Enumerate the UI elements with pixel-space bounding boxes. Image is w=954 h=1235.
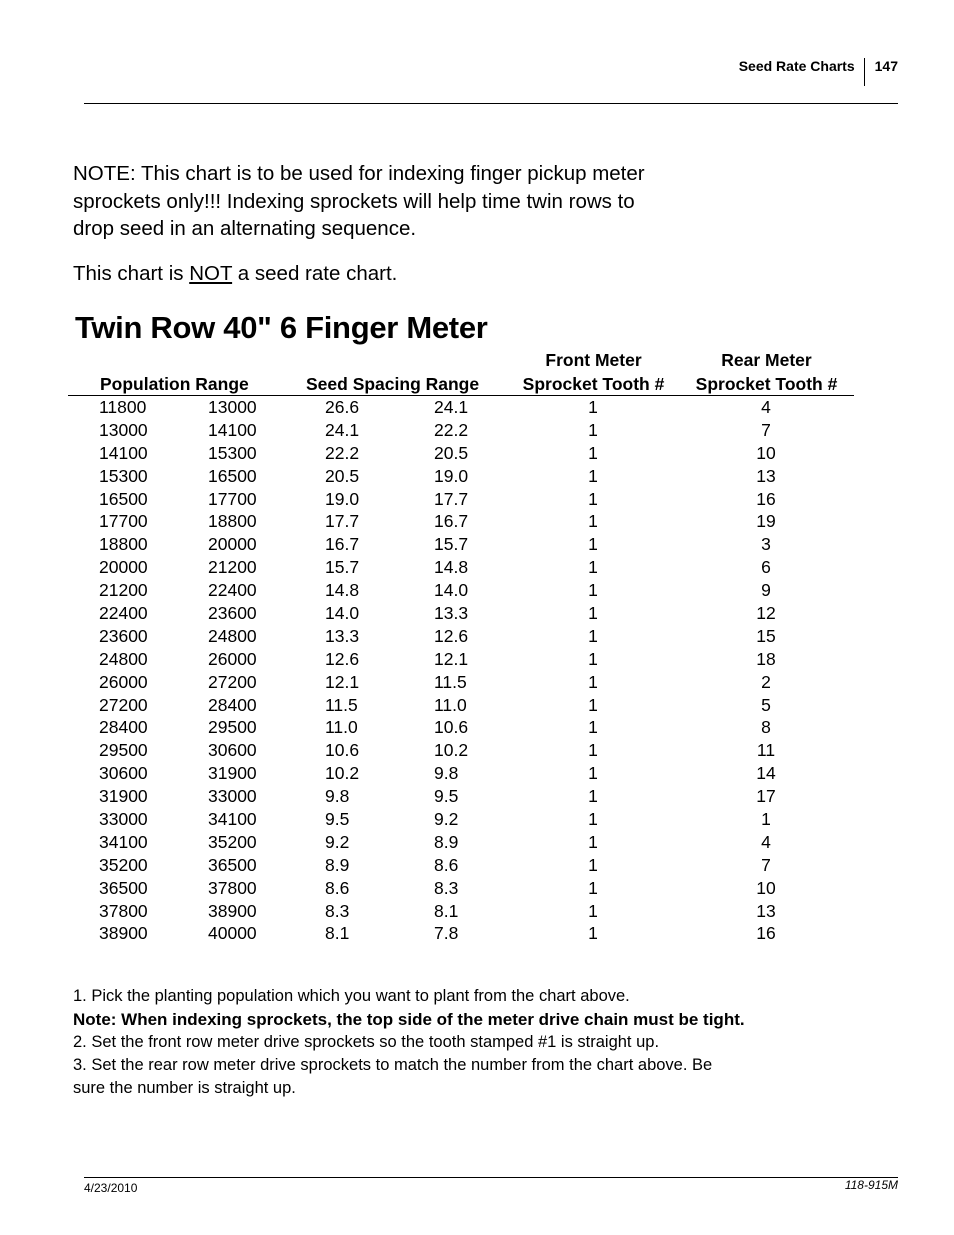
- cell-spacing-from: 11.5: [325, 694, 358, 715]
- cell-spacing-from: 15.7: [325, 557, 360, 578]
- cell-spacing-from: 16.7: [325, 534, 360, 555]
- cell-rear-tooth: 5: [761, 694, 771, 715]
- not-seed-rate-chart-note: [73, 262, 397, 286]
- cell-population-to: 35200: [208, 831, 257, 852]
- cell-population-from: 35200: [99, 854, 148, 875]
- table-row: [0, 466, 954, 489]
- cell-rear-tooth: 1: [761, 809, 771, 830]
- header-seed-spacing-range: Seed Spacing Range: [306, 374, 480, 394]
- cell-spacing-to: 10.6: [434, 717, 469, 738]
- cell-population-to: 27200: [208, 671, 257, 692]
- cell-population-from: 22400: [99, 603, 148, 624]
- cell-spacing-to: 12.1: [434, 648, 469, 669]
- cell-spacing-from: 8.3: [325, 900, 350, 921]
- cell-rear-tooth: 7: [761, 854, 771, 875]
- cell-rear-tooth: 9: [761, 580, 771, 601]
- cell-population-to: 21200: [208, 557, 257, 578]
- cell-spacing-to: 7.8: [434, 923, 459, 944]
- cell-rear-tooth: 18: [756, 648, 776, 669]
- cell-population-from: 26000: [99, 671, 148, 692]
- chart-title: Twin Row 40" 6 Finger Meter: [75, 310, 488, 345]
- cell-population-from: 15300: [99, 465, 148, 486]
- table-row: [0, 580, 954, 603]
- cell-population-to: 22400: [208, 580, 257, 601]
- not-chart-emphasis: NOT: [189, 262, 233, 285]
- instruction-note: Note: When indexing sprockets, the top side of the meter drive chain must be tight.: [73, 1010, 745, 1029]
- footer-rule: [84, 1177, 898, 1178]
- table-row: [0, 672, 954, 695]
- table-row: [0, 443, 954, 466]
- note-line-3: drop seed in an alternating sequence.: [73, 217, 417, 240]
- cell-rear-tooth: 10: [756, 442, 776, 463]
- cell-front-tooth: 1: [588, 557, 598, 578]
- cell-spacing-from: 17.7: [325, 511, 360, 532]
- cell-front-tooth: 1: [588, 625, 598, 646]
- cell-population-to: 29500: [208, 717, 257, 738]
- cell-population-from: 33000: [99, 809, 148, 830]
- cell-population-to: 16500: [208, 465, 257, 486]
- cell-front-tooth: 1: [588, 740, 598, 761]
- cell-spacing-to: 8.1: [434, 900, 459, 921]
- cell-rear-tooth: 4: [761, 831, 771, 852]
- cell-spacing-from: 11.0: [325, 717, 358, 738]
- cell-spacing-to: 14.0: [434, 580, 469, 601]
- cell-front-tooth: 1: [588, 534, 598, 555]
- table-row: [0, 626, 954, 649]
- cell-spacing-to: 8.3: [434, 877, 459, 898]
- cell-population-from: 21200: [99, 580, 148, 601]
- cell-spacing-to: 13.3: [434, 603, 469, 624]
- header-section-title: Seed Rate Charts: [738, 58, 855, 74]
- table-row: [0, 420, 954, 443]
- cell-population-from: 17700: [99, 511, 148, 532]
- cell-front-tooth: 1: [588, 877, 598, 898]
- cell-population-to: 23600: [208, 603, 257, 624]
- page-header: [739, 52, 898, 80]
- cell-spacing-to: 8.6: [434, 854, 459, 875]
- cell-population-from: 16500: [99, 488, 148, 509]
- cell-front-tooth: 1: [588, 488, 598, 509]
- cell-population-to: 15300: [208, 442, 257, 463]
- note-line-2: sprockets only!!! Indexing sprockets will help time twin rows to: [73, 189, 635, 213]
- note-paragraph: [73, 160, 773, 243]
- cell-front-tooth: 1: [588, 603, 598, 624]
- cell-rear-tooth: 13: [756, 465, 776, 486]
- cell-spacing-from: 20.5: [325, 465, 360, 486]
- cell-population-to: 31900: [208, 763, 257, 784]
- table-row: [0, 763, 954, 786]
- cell-rear-tooth: 8: [761, 717, 771, 738]
- cell-spacing-from: 14.8: [325, 580, 360, 601]
- cell-population-to: 17700: [208, 488, 257, 509]
- cell-spacing-to: 9.5: [434, 786, 459, 807]
- cell-population-from: 34100: [99, 831, 148, 852]
- cell-spacing-from: 12.1: [325, 671, 360, 692]
- table-row: [0, 740, 954, 763]
- cell-front-tooth: 1: [588, 671, 598, 692]
- cell-spacing-to: 16.7: [434, 511, 469, 532]
- cell-rear-tooth: 2: [761, 671, 771, 692]
- cell-spacing-to: 11.0: [434, 694, 467, 715]
- cell-spacing-from: 14.0: [325, 603, 360, 624]
- cell-spacing-from: 24.1: [325, 419, 360, 440]
- table-header-rule: [68, 395, 854, 396]
- header-rule: [84, 103, 898, 104]
- cell-population-from: 24800: [99, 648, 148, 669]
- header-divider: [864, 58, 865, 86]
- cell-population-to: 33000: [208, 786, 257, 807]
- header-front-meter: Front Meter: [545, 350, 642, 370]
- cell-population-from: 18800: [99, 534, 148, 555]
- cell-spacing-to: 15.7: [434, 534, 469, 555]
- cell-population-to: 34100: [208, 809, 257, 830]
- table-row: [0, 397, 954, 420]
- cell-population-to: 13000: [208, 397, 257, 417]
- table-row: [0, 855, 954, 878]
- cell-spacing-from: 8.9: [325, 854, 350, 875]
- cell-front-tooth: 1: [588, 580, 598, 601]
- header-rear-sprocket-tooth: Sprocket Tooth #: [695, 374, 838, 394]
- cell-population-to: 28400: [208, 694, 257, 715]
- cell-rear-tooth: 13: [756, 900, 776, 921]
- page-number: 147: [874, 58, 898, 74]
- cell-population-to: 38900: [208, 900, 257, 921]
- not-chart-suffix: a seed rate chart.: [232, 262, 398, 285]
- cell-front-tooth: 1: [588, 809, 598, 830]
- cell-spacing-to: 10.2: [434, 740, 469, 761]
- cell-spacing-to: 19.0: [434, 465, 469, 486]
- cell-population-from: 29500: [99, 740, 148, 761]
- cell-front-tooth: 1: [588, 900, 598, 921]
- cell-front-tooth: 1: [588, 397, 598, 417]
- instruction-step-3-line-2: sure the number is straight up.: [73, 1079, 296, 1097]
- table-row: [0, 717, 954, 740]
- cell-spacing-from: 9.5: [325, 809, 350, 830]
- cell-spacing-from: 12.6: [325, 648, 360, 669]
- cell-population-from: 30600: [99, 763, 148, 784]
- cell-rear-tooth: 3: [761, 534, 771, 555]
- cell-spacing-from: 9.2: [325, 831, 350, 852]
- cell-spacing-from: 10.2: [325, 763, 360, 784]
- cell-front-tooth: 1: [588, 511, 598, 532]
- table-row: [0, 534, 954, 557]
- footer-document-number: 118-915M: [844, 1178, 898, 1192]
- table-row: [0, 695, 954, 718]
- cell-rear-tooth: 19: [756, 511, 776, 532]
- cell-population-from: 14100: [99, 442, 148, 463]
- cell-spacing-from: 22.2: [325, 442, 360, 463]
- table-row: [0, 557, 954, 580]
- cell-front-tooth: 1: [588, 648, 598, 669]
- cell-spacing-to: 22.2: [434, 419, 469, 440]
- cell-rear-tooth: 16: [756, 923, 776, 944]
- cell-front-tooth: 1: [588, 694, 598, 715]
- cell-rear-tooth: 12: [756, 603, 776, 624]
- footer-date: 4/23/2010: [84, 1181, 138, 1195]
- cell-rear-tooth: 14: [756, 763, 776, 784]
- cell-spacing-to: 14.8: [434, 557, 469, 578]
- instruction-step-1: 1. Pick the planting population which you want to plant from the chart above.: [73, 987, 630, 1005]
- cell-front-tooth: 1: [588, 717, 598, 738]
- cell-population-to: 36500: [208, 854, 257, 875]
- instruction-step-3-line-1: 3. Set the rear row meter drive sprockets to match the number from the chart above. Be: [73, 1056, 713, 1074]
- cell-spacing-to: 9.8: [434, 763, 459, 784]
- cell-spacing-from: 13.3: [325, 625, 360, 646]
- cell-spacing-to: 20.5: [434, 442, 469, 463]
- cell-spacing-to: 24.1: [434, 397, 469, 417]
- table-row: [0, 649, 954, 672]
- cell-population-to: 37800: [208, 877, 257, 898]
- cell-spacing-to: 17.7: [434, 488, 469, 509]
- cell-spacing-from: 19.0: [325, 488, 360, 509]
- cell-rear-tooth: 15: [756, 625, 776, 646]
- cell-population-from: 20000: [99, 557, 148, 578]
- cell-front-tooth: 1: [588, 763, 598, 784]
- cell-population-from: 23600: [99, 625, 148, 646]
- cell-front-tooth: 1: [588, 419, 598, 440]
- cell-front-tooth: 1: [588, 786, 598, 807]
- cell-population-to: 24800: [208, 625, 257, 646]
- cell-population-from: 11800: [99, 397, 147, 417]
- cell-front-tooth: 1: [588, 442, 598, 463]
- cell-front-tooth: 1: [588, 465, 598, 486]
- cell-spacing-to: 11.5: [434, 671, 467, 692]
- cell-rear-tooth: 10: [756, 877, 776, 898]
- cell-population-from: 31900: [99, 786, 148, 807]
- cell-front-tooth: 1: [588, 854, 598, 875]
- cell-spacing-to: 8.9: [434, 831, 459, 852]
- cell-population-from: 37800: [99, 900, 148, 921]
- table-row: [0, 901, 954, 924]
- cell-spacing-from: 8.1: [325, 923, 350, 944]
- note-line-1: NOTE: This chart is to be used for indexing finger pickup meter: [73, 162, 645, 185]
- header-population-range: Population Range: [100, 374, 249, 394]
- cell-population-from: 27200: [99, 694, 148, 715]
- instruction-step-2: 2. Set the front row meter drive sprockets so the tooth stamped #1 is straight up.: [73, 1033, 660, 1051]
- table-row: [0, 809, 954, 832]
- cell-rear-tooth: 6: [761, 557, 771, 578]
- cell-rear-tooth: 16: [756, 488, 776, 509]
- cell-population-to: 20000: [208, 534, 257, 555]
- cell-population-to: 18800: [208, 511, 257, 532]
- table-row: [0, 603, 954, 626]
- cell-spacing-to: 9.2: [434, 809, 459, 830]
- cell-population-from: 36500: [99, 877, 148, 898]
- cell-spacing-from: 9.8: [325, 786, 350, 807]
- cell-population-to: 30600: [208, 740, 257, 761]
- table-row: [0, 923, 954, 946]
- instructions: [73, 985, 833, 1100]
- header-front-sprocket-tooth: Sprocket Tooth #: [522, 374, 665, 394]
- cell-spacing-to: 12.6: [434, 625, 469, 646]
- table-row: [0, 511, 954, 534]
- cell-spacing-from: 26.6: [325, 397, 360, 417]
- table-row: [0, 878, 954, 901]
- table-row: [0, 832, 954, 855]
- cell-front-tooth: 1: [588, 923, 598, 944]
- cell-rear-tooth: 17: [756, 786, 776, 807]
- table-row: [0, 489, 954, 512]
- cell-rear-tooth: 4: [761, 397, 771, 417]
- cell-spacing-from: 10.6: [325, 740, 360, 761]
- cell-population-to: 40000: [208, 923, 257, 944]
- cell-rear-tooth: 11: [756, 740, 776, 761]
- cell-rear-tooth: 7: [761, 419, 771, 440]
- not-chart-prefix: This chart is: [73, 262, 190, 285]
- table-row: [0, 786, 954, 809]
- cell-spacing-from: 8.6: [325, 877, 350, 898]
- cell-population-from: 28400: [99, 717, 148, 738]
- header-rear-meter: Rear Meter: [721, 350, 812, 370]
- cell-population-to: 14100: [208, 419, 257, 440]
- cell-population-from: 13000: [99, 419, 148, 440]
- cell-front-tooth: 1: [588, 831, 598, 852]
- cell-population-to: 26000: [208, 648, 257, 669]
- sprocket-table-body: [0, 397, 954, 946]
- cell-population-from: 38900: [99, 923, 148, 944]
